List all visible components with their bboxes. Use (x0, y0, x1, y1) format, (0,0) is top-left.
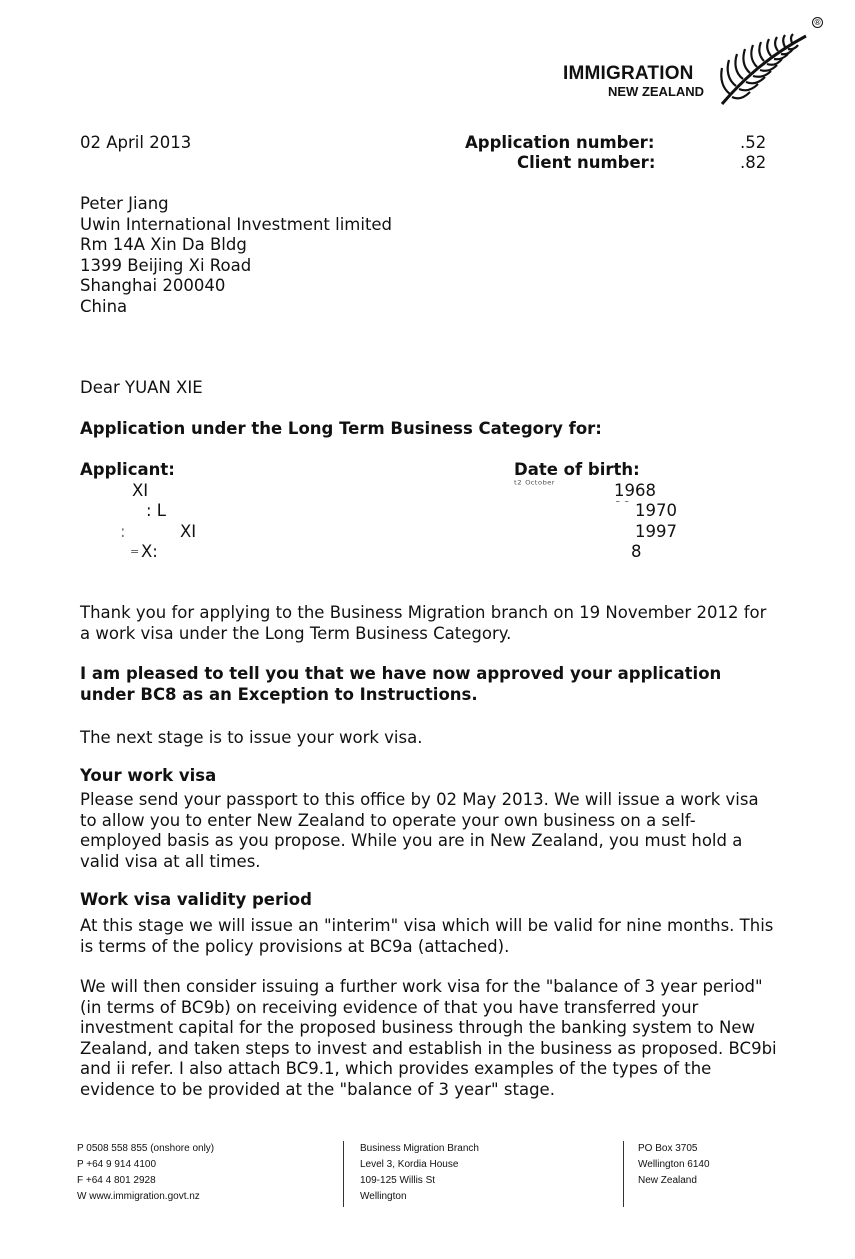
address-line: Peter Jiang (80, 194, 169, 213)
footer-line: Business Migration Branch (360, 1143, 479, 1154)
footer-line: Wellington 6140 (638, 1159, 710, 1170)
dob-label: Date of birth: (514, 460, 640, 479)
applicant-dob: 1970 (635, 501, 677, 520)
applicant-mark: = (130, 545, 140, 558)
footer-line: W www.immigration.govt.nz (77, 1191, 200, 1202)
applicant-label: Applicant: (80, 460, 175, 479)
applicant-name: X: (141, 542, 158, 561)
application-number-value: .52 (740, 133, 767, 152)
recipient-address (80, 194, 392, 318)
logo-title: IMMIGRATION (563, 63, 694, 84)
address-line: Rm 14A Xin Da Bldg (80, 235, 247, 255)
address-line: Shanghai 200040 (80, 276, 226, 296)
paragraph-interim-visa: At this stage we will issue an "interim" visa which will be valid for nine months. This is terms of the policy provisions at BC9a (attached). (80, 916, 774, 956)
footer-line: P +64 9 914 4100 (77, 1159, 157, 1170)
registered-mark: ® (813, 18, 822, 27)
client-number-label: Client number: (517, 153, 656, 172)
applicant-dob: 1997 (635, 522, 677, 541)
paragraph-further-visa: We will then consider issuing a further work visa for the "balance of 3 year period" (in terms of BC9b) on receiving evidence of that you have transferred your investment capital for the proposed business through the banking system to New Zealand, and taken steps to invest and establish in the business as proposed. BC9bi and ii refer. I also attach BC9.1, which provides examples of the types of the evidence to be provided at the "balance of 3 year" stage. (80, 977, 777, 1099)
paragraph-your-work-visa: Please send your passport to this office by 02 May 2013. We will issue a work visa to allow you to enter New Zealand to operate your own business on a self-employed basis as you propose. While you are in New Zealand, you must hold a valid visa at all times. (80, 790, 759, 871)
applicant-name: XI (132, 481, 149, 500)
footer-line: Wellington (360, 1191, 407, 1202)
heading-your-work-visa: Your work visa (80, 766, 217, 785)
application-number-label: Application number: (465, 133, 655, 152)
applicant-mark: : (120, 522, 126, 541)
logo-subtitle: NEW ZEALAND (608, 84, 705, 99)
paragraph-thank-you: Thank you for applying to the Business Migration branch on 19 November 2012 for a work visa under the Long Term Business Category. (80, 603, 767, 643)
subject-line: Application under the Long Term Business Category for: (80, 419, 602, 438)
applicant-dob: 8 (631, 542, 642, 561)
footer-line: PO Box 3705 (638, 1143, 698, 1154)
footer-po-box (638, 1141, 710, 1189)
applicant-name: XI (180, 522, 197, 541)
address-line: Uwin International Investment limited (80, 214, 393, 234)
paragraph-next-stage: The next stage is to issue your work visa. (80, 728, 423, 747)
applicant-name: : L (146, 501, 166, 520)
footer-line: P 0508 558 855 (onshore only) (77, 1143, 215, 1154)
address-line: 1399 Beijing Xi Road (80, 255, 252, 275)
footer-divider (623, 1141, 624, 1207)
salutation: Dear YUAN XIE (80, 378, 203, 397)
footer-divider (343, 1141, 344, 1207)
footer-line: New Zealand (638, 1175, 697, 1186)
footer-line: 109-125 Willis St (360, 1175, 436, 1186)
paragraph-approval: I am pleased to tell you that we have now approved your application under BC8 as an Exception to Instructions. (80, 664, 722, 704)
dob-smudge: ˉ ˉ (615, 499, 630, 512)
address-line: China (80, 296, 128, 316)
footer-branch-address (360, 1141, 479, 1205)
client-number-value: .82 (740, 153, 767, 172)
applicant-dob: 1968 (614, 481, 656, 500)
heading-validity-period: Work visa validity period (80, 890, 312, 909)
footer-line: F +64 4 801 2928 (77, 1175, 156, 1186)
footer-contact (77, 1141, 214, 1205)
dob-smudge: ᵗ² ᴼᶜᵗᵒᵇᵉʳ (514, 478, 555, 491)
letter-date: 02 April 2013 (80, 133, 192, 152)
silver-fern-icon (710, 28, 810, 108)
footer-line: Level 3, Kordia House (360, 1159, 459, 1170)
